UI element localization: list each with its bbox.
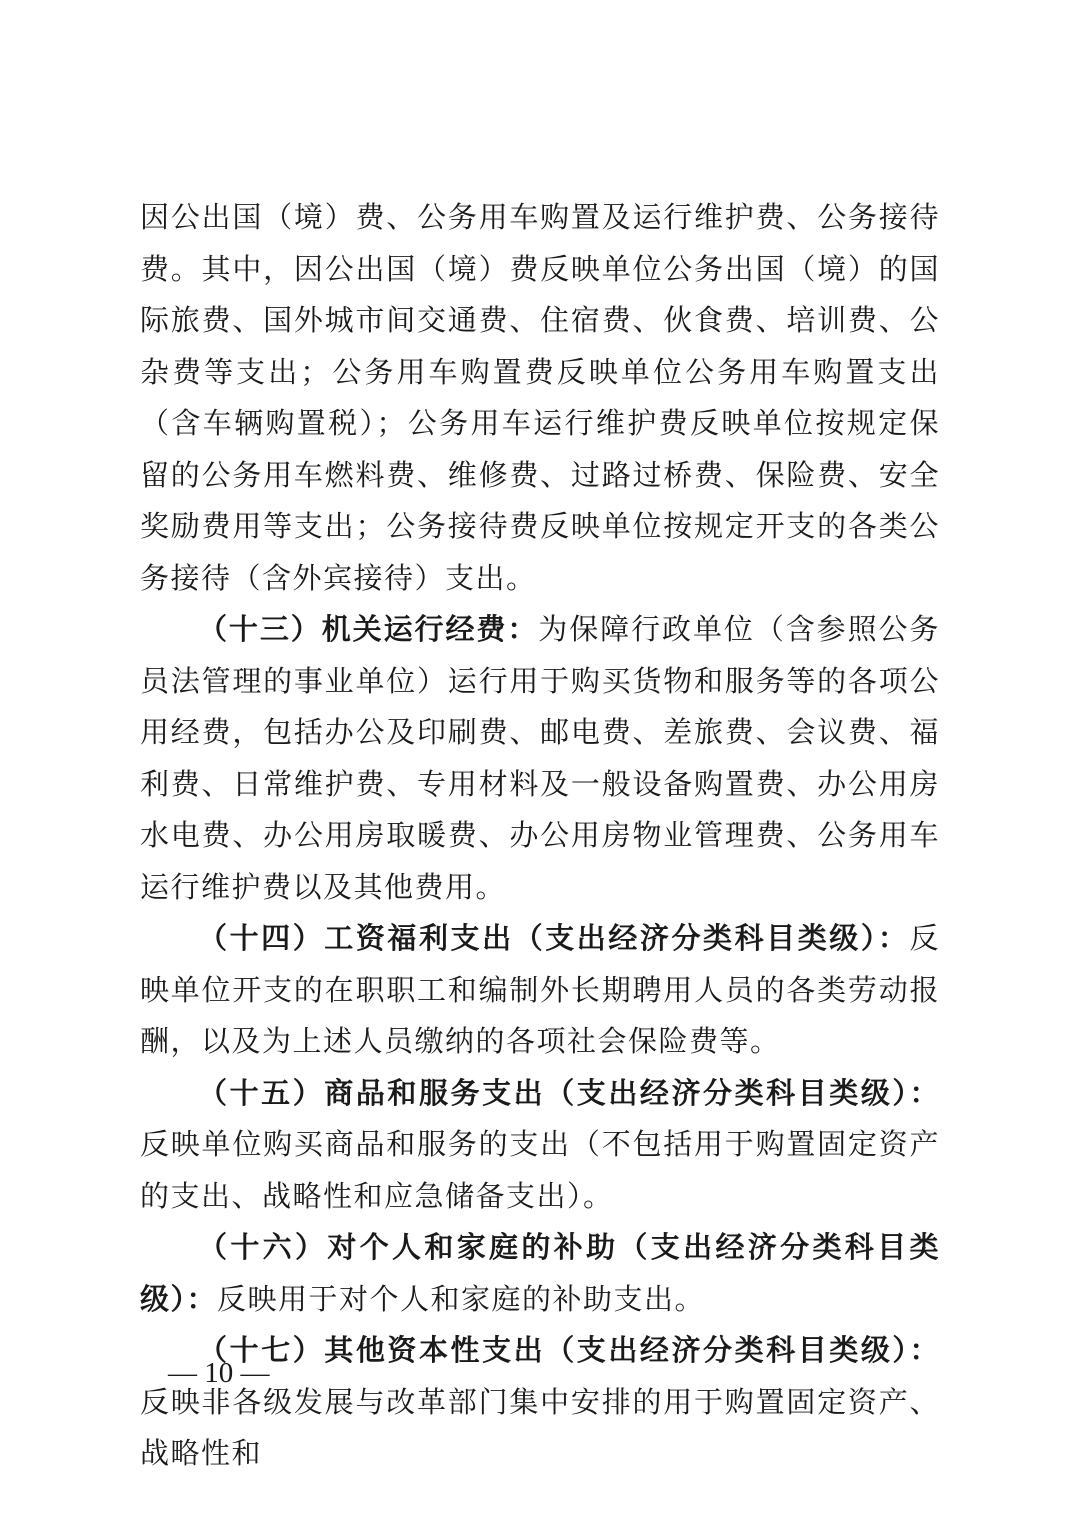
document-body: [140, 192, 940, 1480]
paragraph-continuation: [140, 192, 940, 604]
section-heading: （十五）商品和服务支出（支出经济分类科目类级）：: [198, 1075, 940, 1110]
paragraph-section-14: [140, 913, 940, 1068]
section-heading: （十七）其他资本性支出（支出经济分类科目类级）：: [198, 1333, 940, 1367]
paragraph-text: 反映单位开支的在职职工和编制外长期聘用人员的各类劳动报酬，以及为上述人员缴纳的各项社会保险费等。: [140, 921, 940, 1058]
paragraph-text: 因公出国（境）费、公务用车购置及运行维护费、公务接待费。其中，因公出国（境）费反映单位公务出国（境）的国际旅费、国外城市间交通费、住宿费、伙食费、培训费、公杂费等支出；公务用车购置费反映单位公务用车购置支出（含车辆购置税）；公务用车运行维护费反映单位按规定保留的公务用车燃料费、维修费、过路过桥费、保险费、安全奖励费用等支出；公务接待费反映单位按规定开支的各类公务接待（含外宾接待）支出。: [140, 200, 940, 595]
page-number: — 10 —: [168, 1357, 270, 1389]
paragraph-section-16: [140, 1222, 940, 1325]
paragraph-section-17: [140, 1325, 940, 1480]
paragraph-text: 反映单位购买商品和服务的支出（不包括用于购置固定资产的支出、战略性和应急储备支出）。: [140, 1127, 940, 1213]
paragraph-section-15: [140, 1068, 940, 1223]
paragraph-text: 反映非各级发展与改革部门集中安排的用于购置固定资产、战略性和: [140, 1384, 940, 1470]
section-heading: （十六）对个人和家庭的补助（支出经济分类科目类级）：: [140, 1230, 940, 1316]
paragraph-text: 为保障行政单位（含参照公务员法管理的事业单位）运行用于购买货物和服务等的各项公用经费，包括办公及印刷费、邮电费、差旅费、会议费、福利费、日常维护费、专用材料及一般设备购置费、办公用房水电费、办公用房取暖费、办公用房物业管理费、公务用车运行维护费以及其他费用。: [140, 612, 940, 904]
section-heading: （十四）工资福利支出（支出经济分类科目类级）：: [198, 921, 910, 955]
paragraph-section-13: [140, 604, 940, 913]
section-heading: （十三）机关运行经费：: [198, 612, 539, 646]
paragraph-text: 反映用于对个人和家庭的补助支出。: [217, 1281, 706, 1316]
